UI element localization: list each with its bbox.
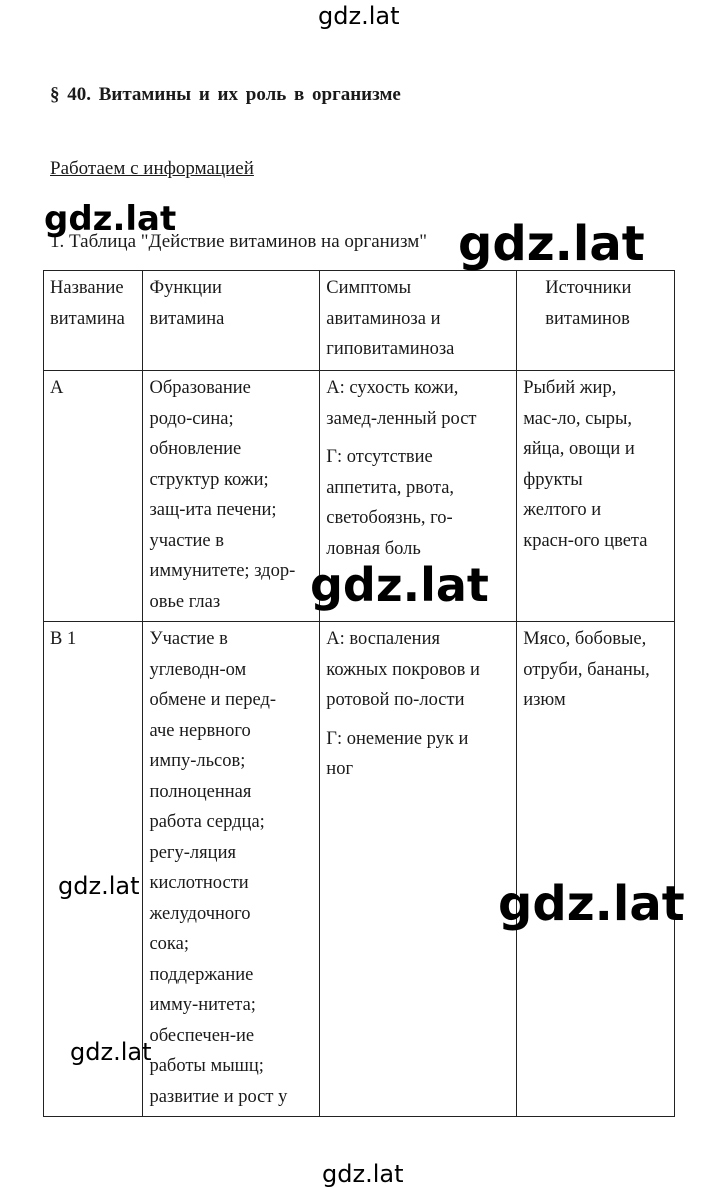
cell-line: Рыбий жир, xyxy=(523,378,617,398)
cell-line: иммy-нитета; xyxy=(149,995,256,1015)
cell-line: Образование xyxy=(149,378,251,398)
cell-line: сока; xyxy=(149,934,189,954)
cell-line: работа сердца; xyxy=(149,812,265,832)
cell-line: отруби, бананы, xyxy=(523,659,650,680)
table-header-row xyxy=(44,271,675,371)
cell-line: обеспечен-ие xyxy=(149,1025,255,1046)
cell-line: изюм xyxy=(523,690,566,710)
cell-line: желтого и xyxy=(523,500,602,520)
cell-line: светобоязнь, го- xyxy=(326,508,453,528)
cell-line: замед-ленный рост xyxy=(326,408,477,429)
cell-line: овье глаз xyxy=(149,591,221,612)
cell-line: кислотности xyxy=(149,873,249,893)
header-line: гиповитаминоза xyxy=(326,339,455,359)
functions-cell xyxy=(143,622,320,1117)
cell-line: фрукты xyxy=(523,469,583,490)
watermark-top: gdz.lat xyxy=(318,2,400,30)
table-caption: 1. Таблица "Действие витаминов на организм" xyxy=(50,231,427,252)
cell-line: структур кожи; xyxy=(149,469,269,490)
functions-cell xyxy=(143,371,320,622)
cell-line: обновление xyxy=(149,439,242,459)
header-functions xyxy=(143,271,320,371)
cell-line: работы мышц; xyxy=(149,1056,264,1076)
cell-line: желудочного xyxy=(149,903,251,924)
cell-line: кожных покровов и xyxy=(326,659,480,680)
cell-line: красн-ого цвета xyxy=(523,530,648,551)
watermark: gdz.lat xyxy=(310,558,489,612)
header-sources xyxy=(517,271,675,371)
cell-line: родо-сина; xyxy=(149,408,234,429)
watermark: gdz.lat xyxy=(44,199,177,239)
cell-line: аче нервного xyxy=(149,720,251,741)
header-line: витаминов xyxy=(545,308,630,329)
header-line: Функции xyxy=(149,278,222,298)
cell-line: участие в xyxy=(149,530,225,551)
cell-line: Г: онемение рук и xyxy=(326,728,469,749)
cell-line: А: сухость кожи, xyxy=(326,378,459,398)
cell-line: развитие и рост у xyxy=(149,1086,288,1107)
watermark: gdz.lat xyxy=(58,872,140,900)
cell-line: А: воспаления xyxy=(326,629,440,649)
cell-line: Мясо, бобовые, xyxy=(523,629,647,649)
header-line: Источники xyxy=(545,278,632,298)
header-line: витамина xyxy=(149,308,225,329)
cell-line: иммунитете; здор- xyxy=(149,561,296,581)
vitamins-table xyxy=(43,270,675,1117)
cell-line: поддержание xyxy=(149,964,254,985)
cell-line: регу-ляция xyxy=(149,842,236,863)
header-line: витамина xyxy=(50,308,125,329)
cell-line: ловная боль xyxy=(326,538,421,559)
symptoms-cell xyxy=(320,622,517,1117)
cell-line: импу-льсов; xyxy=(149,751,246,771)
cell-line: углеводн-ом xyxy=(149,659,247,680)
section-subheading: Работаем с информацией xyxy=(50,158,254,179)
vitamin-name: В 1 xyxy=(50,629,77,649)
watermark: gdz.lat xyxy=(498,876,685,932)
cell-line: полноценная xyxy=(149,781,252,802)
cell-line: мас-ло, сыры, xyxy=(523,408,633,429)
header-line: Симптомы xyxy=(326,278,412,298)
cell-line: Г: отсутствие xyxy=(326,447,433,467)
watermark: gdz.lat xyxy=(458,216,645,272)
header-symptoms xyxy=(320,271,517,371)
cell-line: яйца, овощи и xyxy=(523,439,635,459)
sources-cell xyxy=(517,622,675,1117)
header-name xyxy=(44,271,143,371)
cell-line: Участие в xyxy=(149,629,228,649)
cell-line: ротовой по-лости xyxy=(326,690,465,710)
section-heading: § 40. Витамины и их роль в организме xyxy=(50,84,401,105)
cell-line: ног xyxy=(326,759,354,779)
header-line: авитаминоза и xyxy=(326,308,441,329)
cell-line: защ-ита печени; xyxy=(149,500,277,520)
header-line: Название xyxy=(50,278,124,298)
vitamin-name-cell xyxy=(44,371,143,622)
watermark-bottom: gdz.lat xyxy=(322,1160,404,1188)
vitamin-name: А xyxy=(50,378,64,398)
cell-line: аппетита, рвота, xyxy=(326,477,455,498)
watermark: gdz.lat xyxy=(70,1038,152,1066)
cell-line: обмене и перед- xyxy=(149,690,277,710)
sources-cell xyxy=(517,371,675,622)
